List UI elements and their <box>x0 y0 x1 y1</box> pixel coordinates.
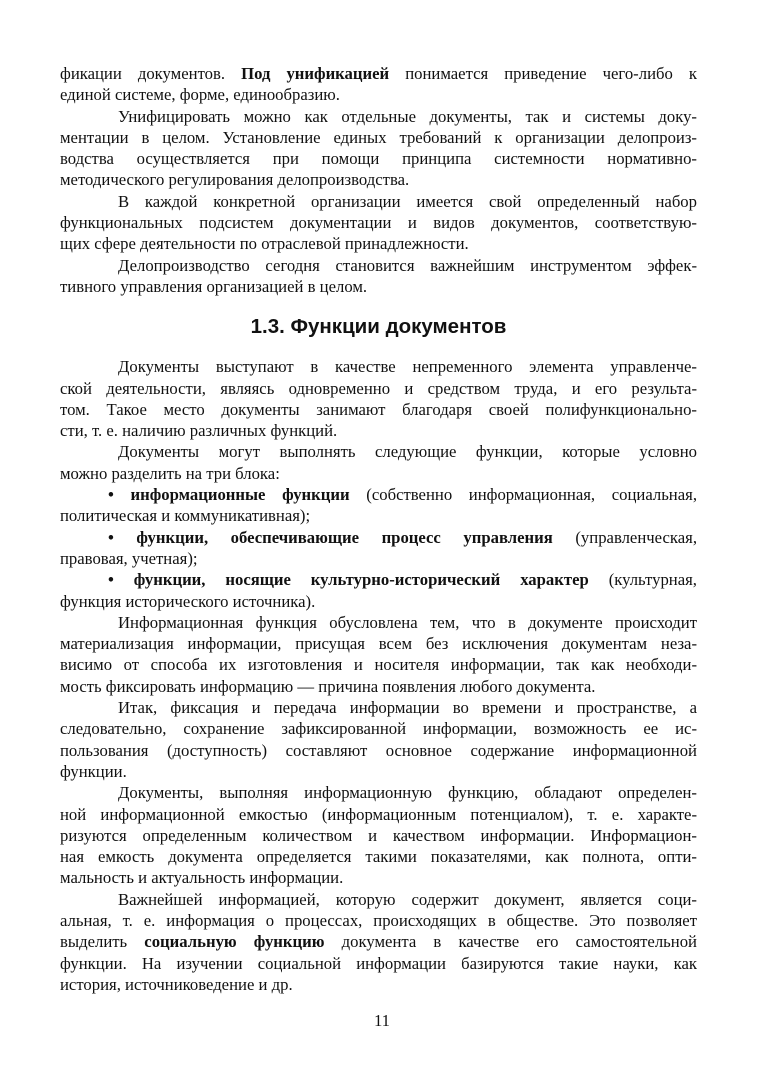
text-line: Документы выступают в качестве непременного элемента управленче- <box>118 357 697 377</box>
section-heading: 1.3. Функции документов <box>250 315 507 339</box>
text-line: том. Такое место документы занимают благодаря своей полифункциональнo- <box>60 399 697 419</box>
text-line: щих сфере деятельности по отраслевой принадлежности. <box>60 234 469 254</box>
paragraph-documents-role <box>60 356 697 441</box>
text-line: ризуются определенным количеством и качеством информации. Информацион- <box>60 825 697 845</box>
paragraph-information-function <box>60 612 697 697</box>
bullet-term: • функции, носящие культурно-исторический характер <box>108 570 589 590</box>
text-line: методического регулирования делопроизводства. <box>60 170 410 190</box>
paragraph-unification-definition <box>60 63 697 106</box>
text-line: следовательно, сохранение зафиксированной информации, возможность ее ис- <box>60 719 697 739</box>
term-social-function: социальную функцию <box>144 932 325 952</box>
text-line: мальность и актуальность информации. <box>60 868 344 888</box>
text-line: история, источниковедение и др. <box>60 974 293 994</box>
text-line: альная, т. е. информация о процессах, происходящих в обществе. Это позволяет <box>60 910 697 930</box>
text-line: ской деятельности, являясь одновременно и средством труда, и его результа- <box>60 378 697 398</box>
text-line: можно разделить на три блока: <box>60 463 280 483</box>
paragraph-unification-systems <box>60 106 697 191</box>
text-line: Делопроизводство сегодня становится важнейшим инструментом эффек- <box>118 255 697 275</box>
text-line: функциональных подсистем документации и видов документов, соответствую- <box>60 213 697 233</box>
text-line: • функции, обеспечивающие процесс управления (управленческая, <box>108 527 698 547</box>
bullet-term: • информационные функции <box>108 485 350 505</box>
text-line: • функции, носящие культурно-исторический характер (культурная, <box>108 570 697 590</box>
text-line: функции. На изучении социальной информации базируются такие науки, как <box>60 953 697 973</box>
page-number: 11 <box>373 1011 391 1030</box>
text-line: пользования (доступность) составляют основное содержание информационной <box>60 740 697 760</box>
term-unification: Под унификацией <box>241 64 390 83</box>
text-line: водства осуществляется при помощи принципа системности нормативно- <box>60 149 697 169</box>
text-line: тивного управления организацией в целом. <box>60 276 368 296</box>
page-body <box>60 63 697 995</box>
paragraph-three-blocks <box>60 441 697 484</box>
text-line: единой системе, форме, единообразию. <box>60 85 340 105</box>
text-line: Унифицировать можно как отдельные документы, так и системы доку- <box>118 106 697 126</box>
text-line: выделить социальную функцию документа в качестве его самостоятельной <box>60 932 697 952</box>
bullet-cultural-functions <box>60 569 697 612</box>
text-line: ментации в целом. Установление единых требований к организации делопроиз- <box>60 127 697 147</box>
text-line: висимо от способа их изготовления и носителя информации, так как необходи- <box>60 655 697 675</box>
paragraph-fixation-transfer <box>60 697 697 782</box>
paragraph-social-information <box>60 889 697 995</box>
bullet-management-functions <box>60 527 697 570</box>
text-line: Важнейшей информацией, которую содержит документ, является соци- <box>118 889 697 909</box>
text-line: материализация информации, присущая всем без исключения документам неза- <box>60 634 697 654</box>
text-line: Информационная функция обусловлена тем, что в документе происходит <box>118 612 697 632</box>
text-line: Документы могут выполнять следующие функции, которые условно <box>118 442 697 462</box>
text-line: Документы, выполняя информационную функцию, обладают определен- <box>118 783 697 803</box>
paragraph-information-capacity <box>60 782 697 888</box>
paragraph-records-management <box>60 255 697 298</box>
text-line: функции. <box>60 761 127 781</box>
text-line: ной информационной емкостью (информационным потенциалом), т. е. характе- <box>60 804 697 824</box>
bullet-information-functions <box>60 484 697 527</box>
bullet-term: • функции, обеспечивающие процесс управления <box>108 527 553 547</box>
text-line: Итак, фиксация и передача информации во времени и пространстве, а <box>118 698 697 718</box>
text-line: фикации документов. Под унификацией понимается приведение чего-либо к <box>60 64 697 83</box>
text-line: • информационные функции (собственно информационная, социальная, <box>108 485 697 505</box>
paragraph-organization-set <box>60 191 697 255</box>
text-line: мость фиксировать информацию — причина появления любого документа. <box>60 676 596 696</box>
text-line: В каждой конкретной организации имеется свой определенный набор <box>118 191 697 211</box>
text-line: правовая, учетная); <box>60 548 198 568</box>
text-line: ная емкость документа определяется такими показателями, как полнота, опти- <box>60 847 697 867</box>
text-line: сти, т. е. наличию различных функций. <box>60 421 338 441</box>
text-line: функция исторического источника). <box>60 591 316 611</box>
text-line: политическая и коммуникативная); <box>60 506 311 526</box>
